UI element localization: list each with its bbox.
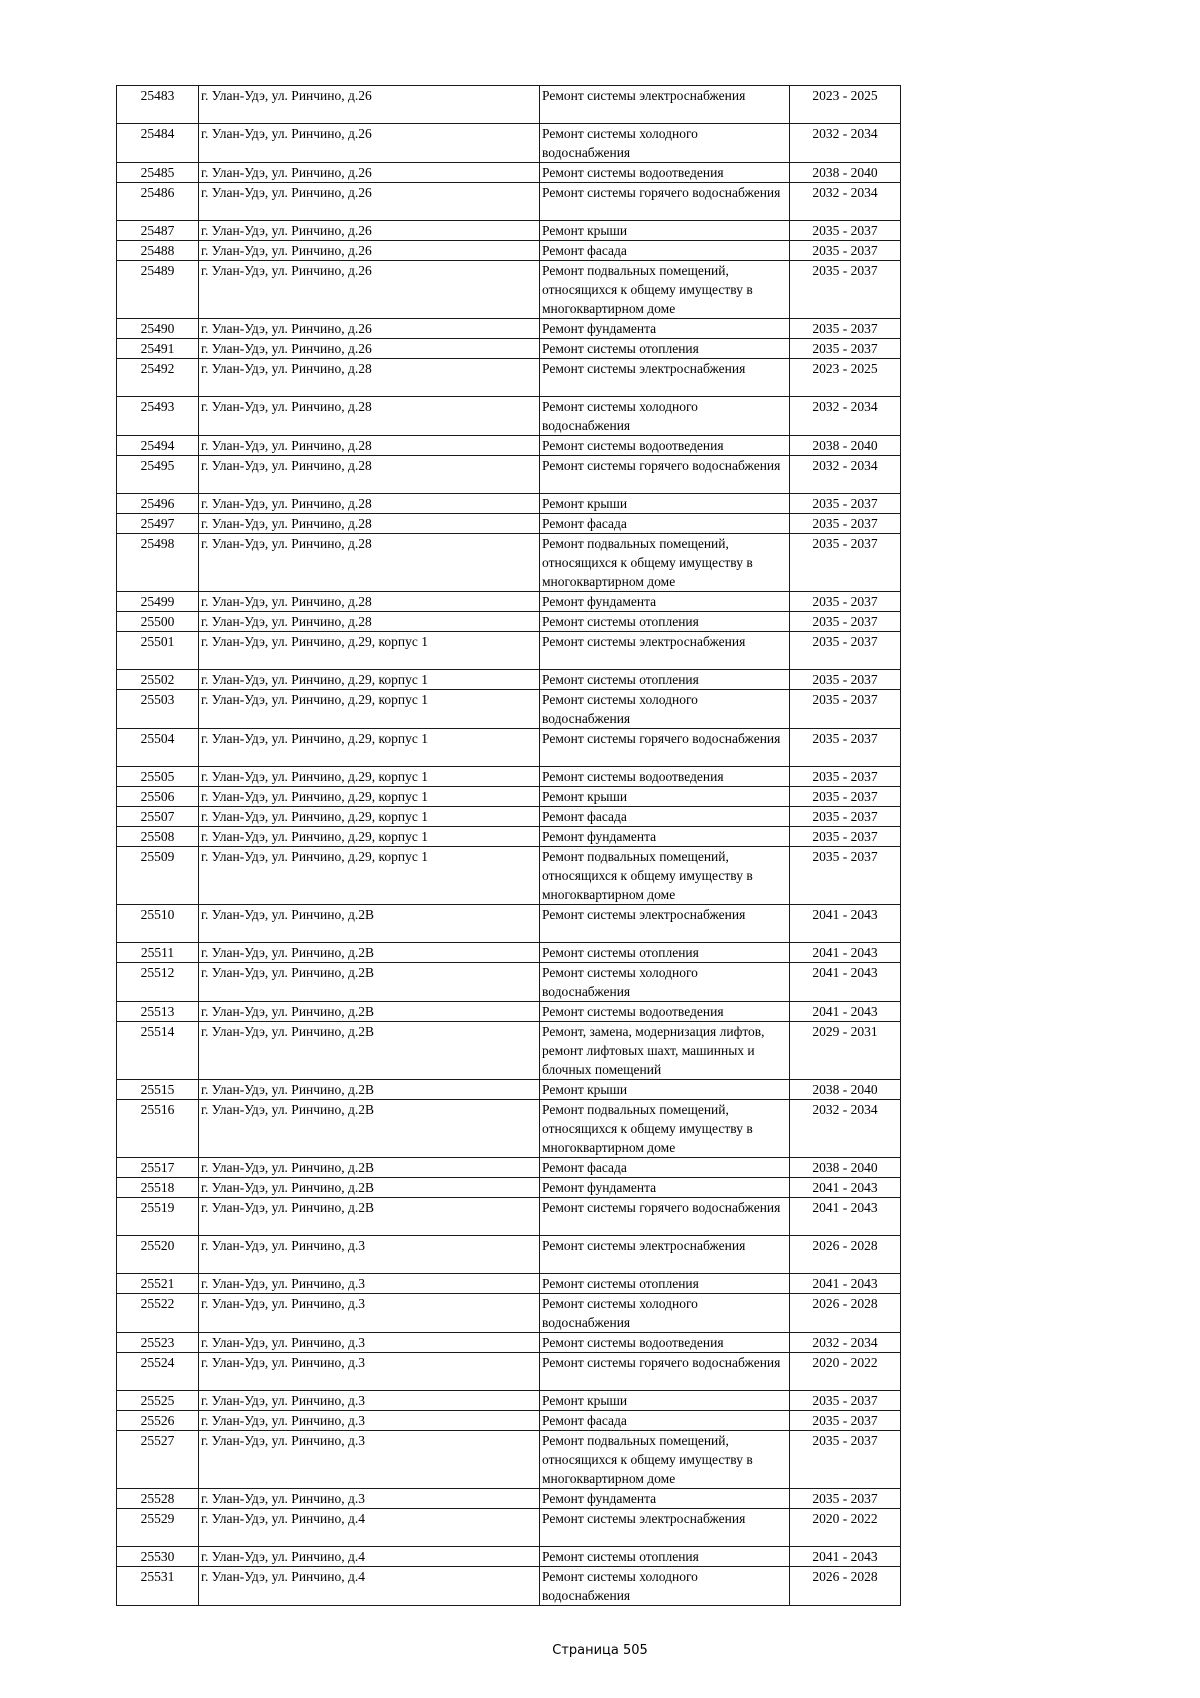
row-number-cell: 25527 bbox=[117, 1431, 199, 1489]
table-row bbox=[117, 807, 901, 827]
period-cell: 2035 - 2037 bbox=[790, 690, 901, 729]
table-row bbox=[117, 1022, 901, 1080]
period-cell: 2035 - 2037 bbox=[790, 534, 901, 592]
work-type-cell: Ремонт системы горячего водоснабжения bbox=[540, 183, 790, 221]
address-cell: г. Улан-Удэ, ул. Ринчино, д.3 bbox=[199, 1353, 540, 1391]
row-number-cell: 25503 bbox=[117, 690, 199, 729]
work-type-cell: Ремонт системы отопления bbox=[540, 670, 790, 690]
period-cell: 2032 - 2034 bbox=[790, 183, 901, 221]
address-cell: г. Улан-Удэ, ул. Ринчино, д.26 bbox=[199, 261, 540, 319]
address-cell: г. Улан-Удэ, ул. Ринчино, д.4 bbox=[199, 1509, 540, 1547]
period-cell: 2041 - 2043 bbox=[790, 1274, 901, 1294]
row-number-cell: 25508 bbox=[117, 827, 199, 847]
table-row bbox=[117, 261, 901, 319]
table-row bbox=[117, 86, 901, 124]
row-number-cell: 25529 bbox=[117, 1509, 199, 1547]
period-cell: 2041 - 2043 bbox=[790, 963, 901, 1002]
period-cell: 2041 - 2043 bbox=[790, 1198, 901, 1236]
row-number-cell: 25488 bbox=[117, 241, 199, 261]
row-number-cell: 25519 bbox=[117, 1198, 199, 1236]
address-cell: г. Улан-Удэ, ул. Ринчино, д.2В bbox=[199, 1002, 540, 1022]
table-row bbox=[117, 221, 901, 241]
row-number-cell: 25515 bbox=[117, 1080, 199, 1100]
row-number-cell: 25516 bbox=[117, 1100, 199, 1158]
row-number-cell: 25520 bbox=[117, 1236, 199, 1274]
address-cell: г. Улан-Удэ, ул. Ринчино, д.2В bbox=[199, 1158, 540, 1178]
row-number-cell: 25500 bbox=[117, 612, 199, 632]
table-row bbox=[117, 847, 901, 905]
work-type-cell: Ремонт системы холодного водоснабжения bbox=[540, 1294, 790, 1333]
period-cell: 2035 - 2037 bbox=[790, 514, 901, 534]
address-cell: г. Улан-Удэ, ул. Ринчино, д.3 bbox=[199, 1294, 540, 1333]
address-cell: г. Улан-Удэ, ул. Ринчино, д.4 bbox=[199, 1547, 540, 1567]
address-cell: г. Улан-Удэ, ул. Ринчино, д.29, корпус 1 bbox=[199, 632, 540, 670]
table-row bbox=[117, 690, 901, 729]
table-row bbox=[117, 1547, 901, 1567]
work-type-cell: Ремонт подвальных помещений, относящихся к общему имуществу в многоквартирном доме bbox=[540, 1431, 790, 1489]
period-cell: 2035 - 2037 bbox=[790, 1489, 901, 1509]
address-cell: г. Улан-Удэ, ул. Ринчино, д.28 bbox=[199, 456, 540, 494]
table-row bbox=[117, 1274, 901, 1294]
work-type-cell: Ремонт подвальных помещений, относящихся к общему имуществу в многоквартирном доме bbox=[540, 534, 790, 592]
table-row bbox=[117, 534, 901, 592]
address-cell: г. Улан-Удэ, ул. Ринчино, д.26 bbox=[199, 183, 540, 221]
row-number-cell: 25524 bbox=[117, 1353, 199, 1391]
work-type-cell: Ремонт системы холодного водоснабжения bbox=[540, 963, 790, 1002]
work-type-cell: Ремонт системы отопления bbox=[540, 1274, 790, 1294]
table-row bbox=[117, 943, 901, 963]
address-cell: г. Улан-Удэ, ул. Ринчино, д.26 bbox=[199, 319, 540, 339]
row-number-cell: 25517 bbox=[117, 1158, 199, 1178]
row-number-cell: 25493 bbox=[117, 397, 199, 436]
work-type-cell: Ремонт системы отопления bbox=[540, 339, 790, 359]
table-row bbox=[117, 183, 901, 221]
address-cell: г. Улан-Удэ, ул. Ринчино, д.26 bbox=[199, 241, 540, 261]
period-cell: 2032 - 2034 bbox=[790, 397, 901, 436]
table-row bbox=[117, 1391, 901, 1411]
address-cell: г. Улан-Удэ, ул. Ринчино, д.26 bbox=[199, 86, 540, 124]
table-row bbox=[117, 1178, 901, 1198]
work-type-cell: Ремонт фундамента bbox=[540, 827, 790, 847]
table-row bbox=[117, 163, 901, 183]
address-cell: г. Улан-Удэ, ул. Ринчино, д.29, корпус 1 bbox=[199, 690, 540, 729]
table-row bbox=[117, 612, 901, 632]
table-row bbox=[117, 1333, 901, 1353]
address-cell: г. Улан-Удэ, ул. Ринчино, д.26 bbox=[199, 124, 540, 163]
row-number-cell: 25497 bbox=[117, 514, 199, 534]
row-number-cell: 25521 bbox=[117, 1274, 199, 1294]
period-cell: 2035 - 2037 bbox=[790, 807, 901, 827]
address-cell: г. Улан-Удэ, ул. Ринчино, д.28 bbox=[199, 359, 540, 397]
row-number-cell: 25512 bbox=[117, 963, 199, 1002]
work-type-cell: Ремонт крыши bbox=[540, 221, 790, 241]
period-cell: 2041 - 2043 bbox=[790, 943, 901, 963]
work-type-cell: Ремонт крыши bbox=[540, 494, 790, 514]
row-number-cell: 25507 bbox=[117, 807, 199, 827]
work-type-cell: Ремонт фундамента bbox=[540, 319, 790, 339]
period-cell: 2035 - 2037 bbox=[790, 767, 901, 787]
period-cell: 2032 - 2034 bbox=[790, 124, 901, 163]
table-row bbox=[117, 767, 901, 787]
address-cell: г. Улан-Удэ, ул. Ринчино, д.28 bbox=[199, 592, 540, 612]
address-cell: г. Улан-Удэ, ул. Ринчино, д.29, корпус 1 bbox=[199, 767, 540, 787]
period-cell: 2035 - 2037 bbox=[790, 612, 901, 632]
row-number-cell: 25501 bbox=[117, 632, 199, 670]
row-number-cell: 25495 bbox=[117, 456, 199, 494]
row-number-cell: 25485 bbox=[117, 163, 199, 183]
period-cell: 2032 - 2034 bbox=[790, 1333, 901, 1353]
period-cell: 2041 - 2043 bbox=[790, 1178, 901, 1198]
table-row bbox=[117, 787, 901, 807]
table-row bbox=[117, 456, 901, 494]
table-row bbox=[117, 963, 901, 1002]
period-cell: 2032 - 2034 bbox=[790, 456, 901, 494]
period-cell: 2041 - 2043 bbox=[790, 1547, 901, 1567]
table-row bbox=[117, 1294, 901, 1333]
work-type-cell: Ремонт фундамента bbox=[540, 1489, 790, 1509]
table-row bbox=[117, 1567, 901, 1606]
address-cell: г. Улан-Удэ, ул. Ринчино, д.3 bbox=[199, 1333, 540, 1353]
row-number-cell: 25510 bbox=[117, 905, 199, 943]
table-row bbox=[117, 1158, 901, 1178]
work-type-cell: Ремонт системы водоотведения bbox=[540, 163, 790, 183]
table-row bbox=[117, 397, 901, 436]
address-cell: г. Улан-Удэ, ул. Ринчино, д.28 bbox=[199, 612, 540, 632]
period-cell: 2026 - 2028 bbox=[790, 1294, 901, 1333]
row-number-cell: 25483 bbox=[117, 86, 199, 124]
work-type-cell: Ремонт системы отопления bbox=[540, 612, 790, 632]
table-row bbox=[117, 1353, 901, 1391]
address-cell: г. Улан-Удэ, ул. Ринчино, д.3 bbox=[199, 1274, 540, 1294]
row-number-cell: 25494 bbox=[117, 436, 199, 456]
period-cell: 2020 - 2022 bbox=[790, 1353, 901, 1391]
period-cell: 2035 - 2037 bbox=[790, 787, 901, 807]
table-row bbox=[117, 1509, 901, 1547]
row-number-cell: 25526 bbox=[117, 1411, 199, 1431]
work-type-cell: Ремонт фасада bbox=[540, 514, 790, 534]
row-number-cell: 25499 bbox=[117, 592, 199, 612]
work-type-cell: Ремонт фасада bbox=[540, 1411, 790, 1431]
work-type-cell: Ремонт системы электроснабжения bbox=[540, 905, 790, 943]
table-row bbox=[117, 1236, 901, 1274]
row-number-cell: 25487 bbox=[117, 221, 199, 241]
period-cell: 2038 - 2040 bbox=[790, 1158, 901, 1178]
row-number-cell: 25523 bbox=[117, 1333, 199, 1353]
period-cell: 2020 - 2022 bbox=[790, 1509, 901, 1547]
row-number-cell: 25505 bbox=[117, 767, 199, 787]
row-number-cell: 25514 bbox=[117, 1022, 199, 1080]
period-cell: 2026 - 2028 bbox=[790, 1236, 901, 1274]
work-type-cell: Ремонт крыши bbox=[540, 1391, 790, 1411]
table-body bbox=[117, 86, 901, 1606]
row-number-cell: 25490 bbox=[117, 319, 199, 339]
work-type-cell: Ремонт системы горячего водоснабжения bbox=[540, 1198, 790, 1236]
table-row bbox=[117, 436, 901, 456]
work-type-cell: Ремонт системы отопления bbox=[540, 943, 790, 963]
period-cell: 2035 - 2037 bbox=[790, 221, 901, 241]
work-type-cell: Ремонт системы холодного водоснабжения bbox=[540, 1567, 790, 1606]
period-cell: 2035 - 2037 bbox=[790, 241, 901, 261]
work-type-cell: Ремонт подвальных помещений, относящихся к общему имуществу в многоквартирном доме bbox=[540, 1100, 790, 1158]
row-number-cell: 25528 bbox=[117, 1489, 199, 1509]
table-row bbox=[117, 1100, 901, 1158]
table-row bbox=[117, 729, 901, 767]
address-cell: г. Улан-Удэ, ул. Ринчино, д.3 bbox=[199, 1391, 540, 1411]
address-cell: г. Улан-Удэ, ул. Ринчино, д.26 bbox=[199, 339, 540, 359]
row-number-cell: 25504 bbox=[117, 729, 199, 767]
row-number-cell: 25513 bbox=[117, 1002, 199, 1022]
work-type-cell: Ремонт крыши bbox=[540, 787, 790, 807]
address-cell: г. Улан-Удэ, ул. Ринчино, д.2В bbox=[199, 1178, 540, 1198]
capital-repair-table bbox=[116, 85, 901, 1606]
period-cell: 2023 - 2025 bbox=[790, 86, 901, 124]
address-cell: г. Улан-Удэ, ул. Ринчино, д.3 bbox=[199, 1411, 540, 1431]
work-type-cell: Ремонт системы горячего водоснабжения bbox=[540, 1353, 790, 1391]
work-type-cell: Ремонт системы электроснабжения bbox=[540, 632, 790, 670]
period-cell: 2035 - 2037 bbox=[790, 729, 901, 767]
address-cell: г. Улан-Удэ, ул. Ринчино, д.2В bbox=[199, 963, 540, 1002]
address-cell: г. Улан-Удэ, ул. Ринчино, д.2В bbox=[199, 905, 540, 943]
address-cell: г. Улан-Удэ, ул. Ринчино, д.26 bbox=[199, 221, 540, 241]
row-number-cell: 25506 bbox=[117, 787, 199, 807]
address-cell: г. Улан-Удэ, ул. Ринчино, д.28 bbox=[199, 494, 540, 514]
work-type-cell: Ремонт системы отопления bbox=[540, 1547, 790, 1567]
period-cell: 2029 - 2031 bbox=[790, 1022, 901, 1080]
address-cell: г. Улан-Удэ, ул. Ринчино, д.26 bbox=[199, 163, 540, 183]
period-cell: 2038 - 2040 bbox=[790, 1080, 901, 1100]
period-cell: 2041 - 2043 bbox=[790, 905, 901, 943]
address-cell: г. Улан-Удэ, ул. Ринчино, д.2В bbox=[199, 1100, 540, 1158]
work-type-cell: Ремонт системы горячего водоснабжения bbox=[540, 456, 790, 494]
address-cell: г. Улан-Удэ, ул. Ринчино, д.3 bbox=[199, 1431, 540, 1489]
work-type-cell: Ремонт системы водоотведения bbox=[540, 436, 790, 456]
address-cell: г. Улан-Удэ, ул. Ринчино, д.28 bbox=[199, 534, 540, 592]
address-cell: г. Улан-Удэ, ул. Ринчино, д.28 bbox=[199, 514, 540, 534]
row-number-cell: 25518 bbox=[117, 1178, 199, 1198]
work-type-cell: Ремонт фасада bbox=[540, 807, 790, 827]
period-cell: 2038 - 2040 bbox=[790, 436, 901, 456]
work-type-cell: Ремонт системы электроснабжения bbox=[540, 1236, 790, 1274]
table-row bbox=[117, 827, 901, 847]
table-row bbox=[117, 905, 901, 943]
table-row bbox=[117, 319, 901, 339]
row-number-cell: 25484 bbox=[117, 124, 199, 163]
period-cell: 2035 - 2037 bbox=[790, 827, 901, 847]
address-cell: г. Улан-Удэ, ул. Ринчино, д.29, корпус 1 bbox=[199, 787, 540, 807]
address-cell: г. Улан-Удэ, ул. Ринчино, д.29, корпус 1 bbox=[199, 847, 540, 905]
work-type-cell: Ремонт фасада bbox=[540, 241, 790, 261]
table-row bbox=[117, 1198, 901, 1236]
row-number-cell: 25502 bbox=[117, 670, 199, 690]
table-row bbox=[117, 632, 901, 670]
period-cell: 2035 - 2037 bbox=[790, 592, 901, 612]
address-cell: г. Улан-Удэ, ул. Ринчино, д.29, корпус 1 bbox=[199, 729, 540, 767]
address-cell: г. Улан-Удэ, ул. Ринчино, д.29, корпус 1 bbox=[199, 670, 540, 690]
period-cell: 2035 - 2037 bbox=[790, 670, 901, 690]
row-number-cell: 25525 bbox=[117, 1391, 199, 1411]
row-number-cell: 25492 bbox=[117, 359, 199, 397]
address-cell: г. Улан-Удэ, ул. Ринчино, д.2В bbox=[199, 1080, 540, 1100]
work-type-cell: Ремонт системы горячего водоснабжения bbox=[540, 729, 790, 767]
period-cell: 2038 - 2040 bbox=[790, 163, 901, 183]
address-cell: г. Улан-Удэ, ул. Ринчино, д.28 bbox=[199, 397, 540, 436]
period-cell: 2035 - 2037 bbox=[790, 632, 901, 670]
work-type-cell: Ремонт системы электроснабжения bbox=[540, 359, 790, 397]
row-number-cell: 25486 bbox=[117, 183, 199, 221]
work-type-cell: Ремонт крыши bbox=[540, 1080, 790, 1100]
table-row bbox=[117, 1411, 901, 1431]
table-row bbox=[117, 670, 901, 690]
work-type-cell: Ремонт системы водоотведения bbox=[540, 1002, 790, 1022]
address-cell: г. Улан-Удэ, ул. Ринчино, д.3 bbox=[199, 1489, 540, 1509]
period-cell: 2032 - 2034 bbox=[790, 1100, 901, 1158]
row-number-cell: 25509 bbox=[117, 847, 199, 905]
work-type-cell: Ремонт системы водоотведения bbox=[540, 767, 790, 787]
row-number-cell: 25530 bbox=[117, 1547, 199, 1567]
period-cell: 2041 - 2043 bbox=[790, 1002, 901, 1022]
period-cell: 2026 - 2028 bbox=[790, 1567, 901, 1606]
address-cell: г. Улан-Удэ, ул. Ринчино, д.2В bbox=[199, 1022, 540, 1080]
address-cell: г. Улан-Удэ, ул. Ринчино, д.3 bbox=[199, 1236, 540, 1274]
table-row bbox=[117, 1080, 901, 1100]
work-type-cell: Ремонт системы холодного водоснабжения bbox=[540, 397, 790, 436]
table-row bbox=[117, 514, 901, 534]
row-number-cell: 25491 bbox=[117, 339, 199, 359]
address-cell: г. Улан-Удэ, ул. Ринчино, д.29, корпус 1 bbox=[199, 807, 540, 827]
period-cell: 2035 - 2037 bbox=[790, 494, 901, 514]
row-number-cell: 25531 bbox=[117, 1567, 199, 1606]
table-row bbox=[117, 124, 901, 163]
row-number-cell: 25489 bbox=[117, 261, 199, 319]
page-number: Страница 505 bbox=[552, 1643, 648, 1658]
work-type-cell: Ремонт фундамента bbox=[540, 592, 790, 612]
work-type-cell: Ремонт системы холодного водоснабжения bbox=[540, 124, 790, 163]
table-row bbox=[117, 339, 901, 359]
work-type-cell: Ремонт системы электроснабжения bbox=[540, 86, 790, 124]
address-cell: г. Улан-Удэ, ул. Ринчино, д.4 bbox=[199, 1567, 540, 1606]
period-cell: 2035 - 2037 bbox=[790, 1411, 901, 1431]
row-number-cell: 25522 bbox=[117, 1294, 199, 1333]
period-cell: 2023 - 2025 bbox=[790, 359, 901, 397]
address-cell: г. Улан-Удэ, ул. Ринчино, д.28 bbox=[199, 436, 540, 456]
address-cell: г. Улан-Удэ, ул. Ринчино, д.29, корпус 1 bbox=[199, 827, 540, 847]
row-number-cell: 25498 bbox=[117, 534, 199, 592]
period-cell: 2035 - 2037 bbox=[790, 339, 901, 359]
period-cell: 2035 - 2037 bbox=[790, 1391, 901, 1411]
address-cell: г. Улан-Удэ, ул. Ринчино, д.2В bbox=[199, 943, 540, 963]
period-cell: 2035 - 2037 bbox=[790, 847, 901, 905]
row-number-cell: 25511 bbox=[117, 943, 199, 963]
table-row bbox=[117, 1489, 901, 1509]
work-type-cell: Ремонт системы электроснабжения bbox=[540, 1509, 790, 1547]
table-row bbox=[117, 494, 901, 514]
work-type-cell: Ремонт фасада bbox=[540, 1158, 790, 1178]
table-row bbox=[117, 359, 901, 397]
row-number-cell: 25496 bbox=[117, 494, 199, 514]
period-cell: 2035 - 2037 bbox=[790, 1431, 901, 1489]
table-row bbox=[117, 241, 901, 261]
work-type-cell: Ремонт, замена, модернизация лифтов, ремонт лифтовых шахт, машинных и блочных помещений bbox=[540, 1022, 790, 1080]
work-type-cell: Ремонт подвальных помещений, относящихся к общему имуществу в многоквартирном доме bbox=[540, 847, 790, 905]
address-cell: г. Улан-Удэ, ул. Ринчино, д.2В bbox=[199, 1198, 540, 1236]
work-type-cell: Ремонт фундамента bbox=[540, 1178, 790, 1198]
work-type-cell: Ремонт системы холодного водоснабжения bbox=[540, 690, 790, 729]
period-cell: 2035 - 2037 bbox=[790, 319, 901, 339]
period-cell: 2035 - 2037 bbox=[790, 261, 901, 319]
table-row bbox=[117, 1002, 901, 1022]
work-type-cell: Ремонт подвальных помещений, относящихся к общему имуществу в многоквартирном доме bbox=[540, 261, 790, 319]
work-type-cell: Ремонт системы водоотведения bbox=[540, 1333, 790, 1353]
table-row bbox=[117, 592, 901, 612]
table-row bbox=[117, 1431, 901, 1489]
